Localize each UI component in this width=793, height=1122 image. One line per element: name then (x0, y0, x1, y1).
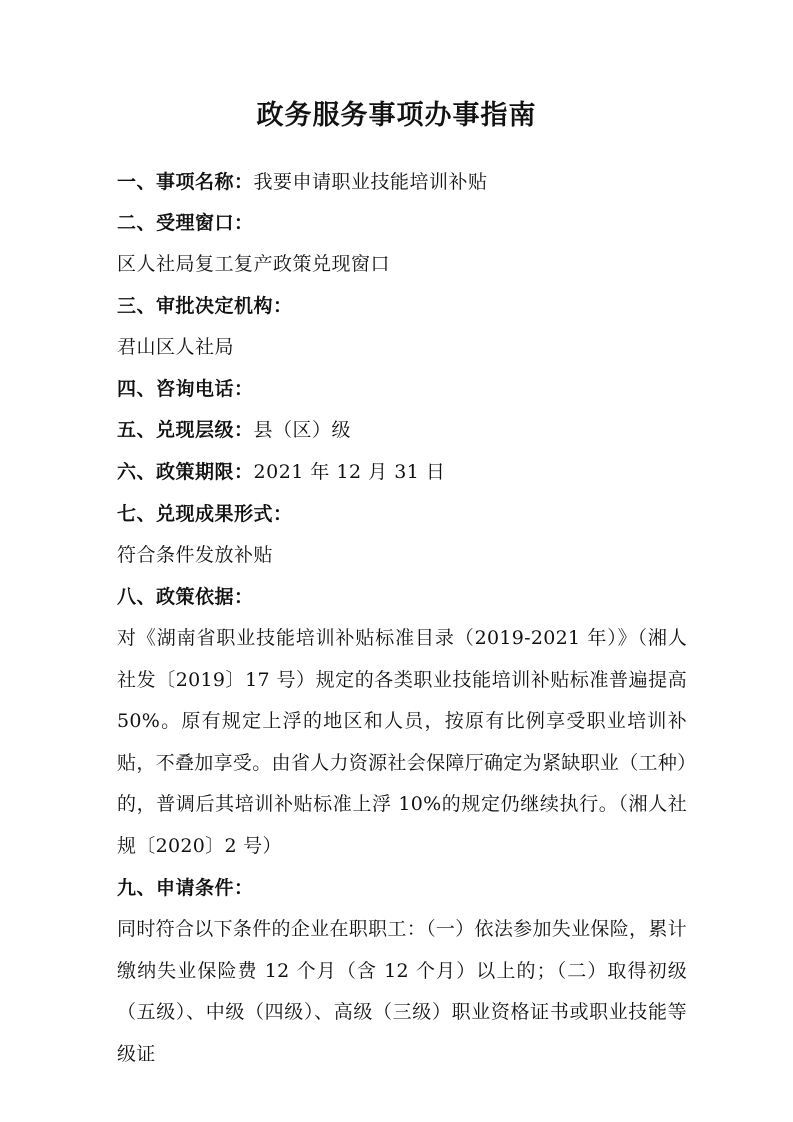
section-conditions (117, 874, 687, 902)
section-policy-basis (117, 583, 687, 611)
section-result-form (117, 500, 687, 528)
section-value: 我要申请职业技能培训补贴 (253, 171, 488, 193)
section-heading: 三、审批决定机构： (117, 295, 293, 317)
section-approval-authority (117, 292, 687, 320)
section-item-name (117, 168, 687, 196)
section-value-line (117, 250, 687, 278)
section-value: 符合条件发放补贴 (117, 544, 274, 566)
section-heading: 七、兑现成果形式： (117, 503, 293, 525)
section-heading: 二、受理窗口： (117, 212, 254, 234)
section-value-line (117, 333, 687, 361)
section-value: 区人社局复工复产政策兑现窗口 (117, 253, 391, 275)
section-acceptance-window (117, 209, 687, 237)
section-consult-phone (117, 375, 687, 403)
section-policy-term (117, 458, 687, 486)
section-heading: 九、申请条件： (117, 877, 254, 899)
section-value: 县（区）级 (253, 419, 352, 441)
section-value: 君山区人社局 (117, 336, 235, 358)
section-fulfillment-level (117, 416, 687, 444)
section-heading: 一、事项名称： (117, 171, 254, 193)
section-heading: 五、兑现层级： (117, 419, 254, 441)
page-title: 政务服务事项办事指南 (256, 100, 537, 131)
section-value: 2021 年 12 月 31 日 (253, 461, 446, 483)
section-value-line (117, 541, 687, 569)
section-heading: 八、政策依据： (117, 586, 254, 608)
section-paragraph: 同时符合以下条件的企业在职职工：（一）依法参加失业保险，累计缴纳失业保险费 12 个月（含 12 个月）以上的；（二）取得初级（五级）、中级（四级）、高级（三级）职业资格证书或职业技能等级证 (117, 918, 687, 1065)
section-heading: 四、咨询电话： (117, 378, 254, 400)
section-paragraph: 对《湖南省职业技能培训补贴标准目录（2019-2021 年）》（湘人社发〔2019〕17 号）规定的各类职业技能培训补贴标准普遍提高 50%。原有规定上浮的地区和人员，按原有比例享受职业培训补贴，不叠加享受。由省人力资源社会保障厅确定为紧缺职业（工种）的，普调后其培训补贴标准上浮 10%的规定仍继续执行。（湘人社规〔2020〕2 号） (117, 627, 687, 857)
section-heading: 六、政策期限： (117, 461, 254, 483)
